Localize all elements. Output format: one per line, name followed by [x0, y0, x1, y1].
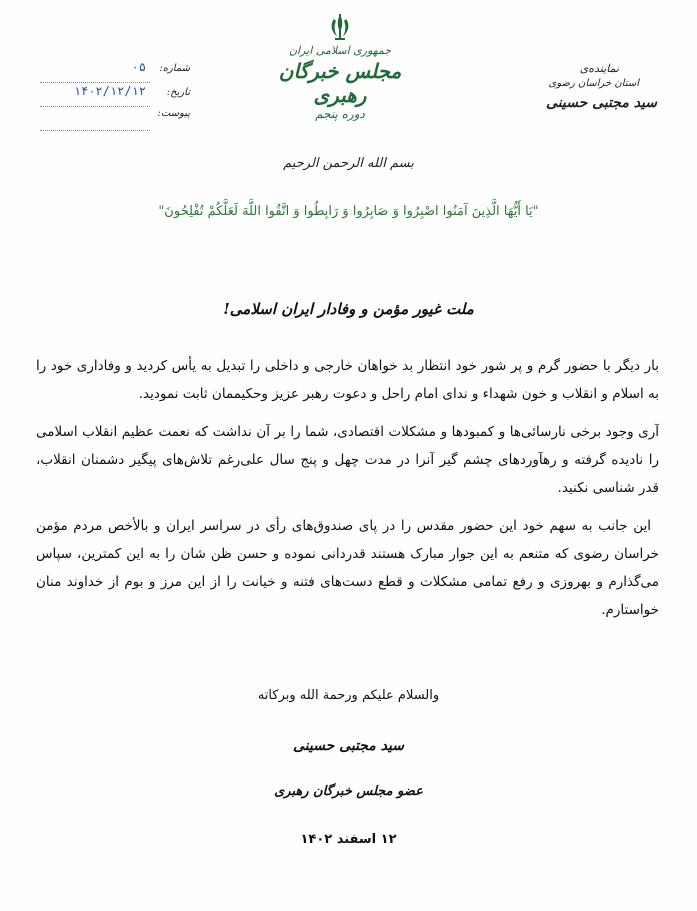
- signature-name: سید مجتبی حسینی: [293, 738, 404, 754]
- representative-title: نماینده‌ی: [579, 62, 619, 75]
- government-name: جمهوری اسلامی ایران: [288, 44, 392, 57]
- closing-greeting: والسلام علیکم ورحمة الله وبرکاته: [257, 688, 440, 703]
- iran-emblem-icon: [327, 12, 353, 42]
- meta-attachment-row: [40, 108, 190, 132]
- meta-divider: [40, 82, 150, 83]
- body-paragraph: بار دیگر با حضور گرم و پر شور خود انتظار بد خواهان خارجی و داخلی را تبدیل به یأس کردید و وفاداری خود را به اسلام و انقلاب و خون شهداء و ندای امام راحل و دعوت رهبر عزیز وحکیممان ثابت نمودید.: [36, 358, 659, 402]
- letter-body: [36, 352, 659, 634]
- meta-number-label: شماره:: [159, 63, 190, 74]
- meta-divider: [40, 130, 150, 131]
- letter-meta: [40, 60, 190, 132]
- meta-date-row: [40, 84, 190, 108]
- quran-verse: "يَا أَيُّهَا الَّذِينَ آمَنُوا اصْبِرُوا وَ صَابِرُوا وَ رَابِطُوا وَ اتَّقُوا اللَّهَ لَعَلَّكُمْ تُفْلِحُونَ": [158, 204, 539, 219]
- representative-block: [487, 62, 657, 111]
- meta-date-label: تاریخ:: [166, 87, 190, 98]
- body-paragraph: این جانب به سهم خود این حضور مقدس را در پای صندوق‌های رأی در سراسر ایران و بالأخص مردم مؤمن خراسان رضوی که متنعم به این جوار مبارک هستند قدردانی نموده و حسن ظن شان را به این کمترین، سپاس می‌گذارم و بهروزی و رفع تمامی مشکلات و قطع دست‌های فتنه و خیانت را از این مرز و بوم از خداوند منان خواستارم.: [36, 518, 659, 618]
- signature-title: عضو مجلس خبرگان رهبری: [274, 784, 423, 799]
- representative-province: استان خراسان رضوی: [548, 78, 639, 89]
- assembly-name: مجلس خبرگان رهبری: [278, 59, 402, 107]
- meta-divider: [40, 106, 150, 107]
- basmala: بسم الله الرحمن الرحیم: [283, 156, 414, 171]
- meta-number-row: [40, 60, 190, 84]
- meta-number-value: ۰۵: [131, 60, 146, 74]
- body-paragraph: آری وجود برخی نارسائی‌ها و کمبودها و مشکلات اقتصادی، شما را بر آن نداشت که نعمت عظیم انقلاب اسلامی را نادیده گرفته و رهآوردهای چشم گیر آنرا در مدت چهل و پنج سال علی‌رغم تلاش‌های پیگیر دشمنان انقلاب، قدر شناسی نکنید.: [36, 424, 659, 496]
- letterhead: [250, 12, 430, 121]
- salutation: ملت غیور مؤمن و وفادار ایران اسلامی!: [223, 300, 474, 318]
- representative-name: سید مجتبی حسینی: [546, 95, 657, 111]
- letter-date: ۱۲ اسفند ۱۴۰۲: [300, 832, 397, 847]
- meta-date-value: ۱۴۰۲/۱۲/۱۲: [73, 84, 146, 98]
- assembly-term: دوره پنجم: [315, 107, 365, 121]
- meta-attachment-label: پیوست:: [157, 108, 190, 119]
